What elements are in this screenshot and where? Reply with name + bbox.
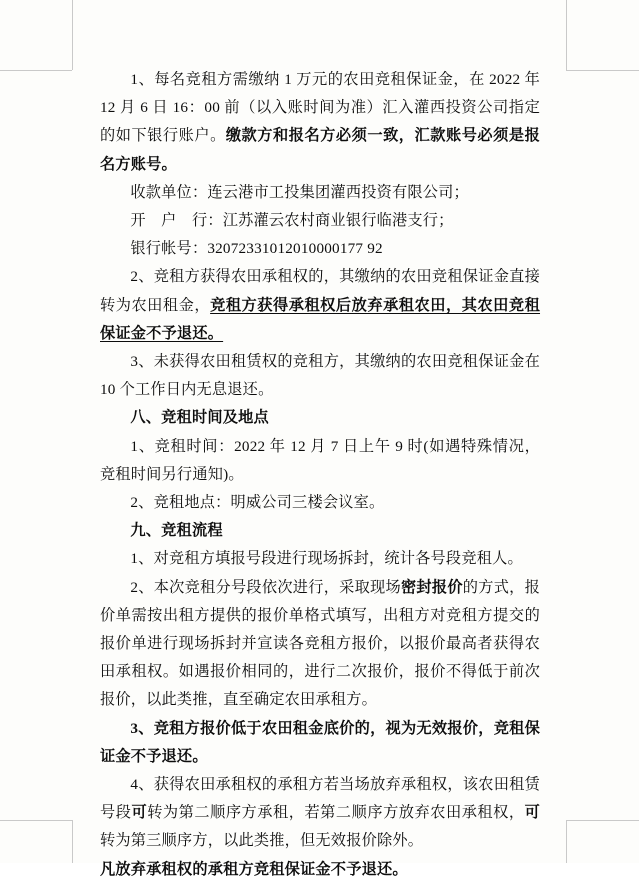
crop-mark-left-vertical [72, 0, 73, 70]
text-run: 4、获得农田承租权的承租方若当场放弃承租权，该农田租赁号段 [100, 776, 540, 822]
text-run-bold: 3、竞租方报价低于农田租金底价的，视为无效报价，竞租保证金不予退还。 [100, 719, 540, 765]
text-run: 1、竞租时间：2022 年 12 月 7 日上午 9 时(如遇特殊情况，竞租时间另行通知)。 [100, 437, 540, 483]
paragraph-bank-account [100, 235, 540, 263]
crop-mark-right-vertical-bottom [566, 820, 567, 863]
text-run: 2、竞租方获得农田承租权的，其缴纳的农田竞租保证金直接转为农田租金， [100, 268, 540, 314]
paragraph-deposit-converts-to-rent [100, 263, 540, 348]
text-run: 1、对竞租方填报号段进行现场拆封，统计各号段竞租人。 [130, 550, 523, 568]
heading-text: 八、竞租时间及地点 [130, 409, 269, 427]
paragraph-payee [100, 179, 540, 207]
text-run-bold: 凡放弃承租权的承租方竞租保证金不予退还。 [100, 860, 408, 878]
paragraph-process-step-2 [100, 574, 540, 715]
text-run-bold-underline: 竞租方获得承租权后放弃承租农田，其农田竞租保证金不予退还。 [100, 296, 541, 342]
text-run: 2、竞租地点：明威公司三楼会议室。 [130, 494, 385, 512]
crop-mark-bottom-left-horizontal [0, 820, 72, 821]
text-run-bold: 可 [524, 804, 540, 822]
heading-text: 九、竞租流程 [130, 522, 223, 540]
text-run-bold: 缴款方和报名方必须一致，汇款账号必须是报名方账号。 [100, 127, 540, 173]
text-run: 的方式，报价单需按出租方提供的报价单格式填写，出租方对竞租方提交的报价单进行现场拆封并宣读各竞租方报价，以报价最高者获得农田承租权。如遇报价相同的，进行二次报价，报价不得低于前次报价，以此类推，直至确定农田承租方。 [100, 578, 540, 709]
text-run: 转为第二顺序方承租，若第二顺序方放弃农田承租权， [147, 804, 525, 822]
paragraph-process-step-3 [100, 715, 540, 771]
text-run: 1、每名竞租方需缴纳 1 万元的农田竞租保证金，在 2022 年 12 月 6 日 16：00 前（以入账时间为准）汇入灌西投资公司指定的如下银行账户。 [100, 71, 540, 145]
text-run: 3、未获得农田租赁权的竞租方，其缴纳的农田竞租保证金在 10 个工作日内无息退还。 [100, 353, 540, 399]
paragraph-process-step-4 [100, 771, 540, 856]
crop-mark-right-vertical [566, 0, 567, 70]
paragraph-deposit-refund [100, 348, 540, 404]
crop-mark-bottom-right-horizontal [566, 820, 639, 821]
paragraph-bid-time [100, 433, 540, 489]
text-run: 银行帐号：32072331012010000177 92 [130, 240, 383, 258]
paragraph-bank-branch [100, 207, 540, 235]
text-run: 转为第三顺序方，以此类推，但无效报价除外。 [100, 832, 424, 850]
heading-section-eight [100, 404, 540, 432]
paragraph-forfeit-notice [100, 856, 540, 884]
heading-section-nine [100, 517, 540, 545]
crop-mark-top-left-horizontal [0, 70, 72, 71]
paragraph-process-step-1 [100, 545, 540, 573]
text-run: 收款单位：连云港市工投集团灌西投资有限公司； [130, 183, 469, 201]
text-run: 2、本次竞租分号段依次进行，采取现场 [130, 578, 401, 596]
document-body [100, 66, 540, 884]
crop-mark-top-right-horizontal [566, 70, 639, 71]
text-run: 开 户 行：江苏灌云农村商业银行临港支行； [130, 212, 454, 230]
text-run-bold: 可 [131, 804, 148, 822]
paragraph-bid-location [100, 489, 540, 517]
crop-mark-left-vertical-bottom [72, 820, 73, 863]
text-run-bold: 密封报价 [400, 578, 463, 596]
paragraph-deposit-payment [100, 66, 540, 179]
